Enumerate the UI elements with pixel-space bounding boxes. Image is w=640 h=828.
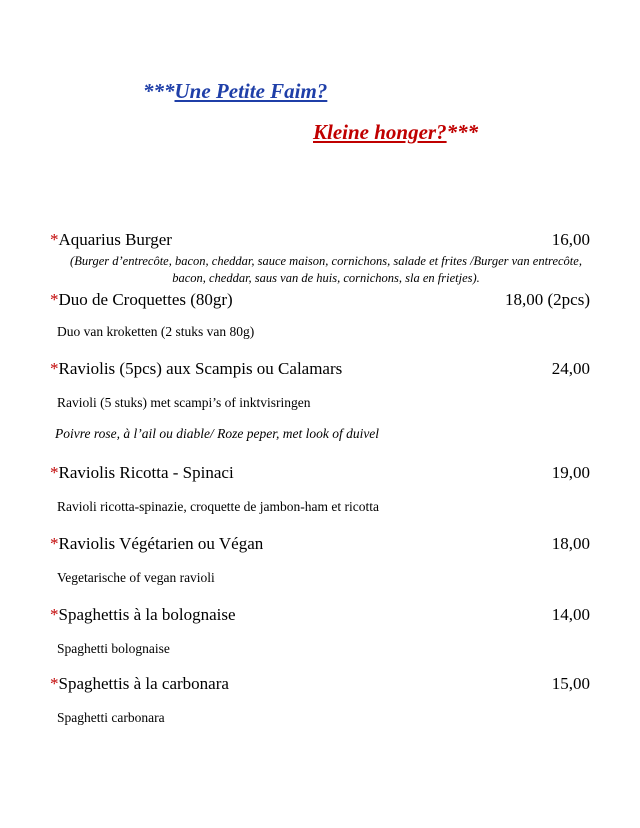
spacer (0, 381, 640, 393)
menu-item-description-line-1: (Burger d’entrecôte, bacon, cheddar, sauce maison, cornichons, salade et frites /Burger van entrecôte, (70, 254, 582, 268)
heading-french-stars: *** (143, 79, 175, 103)
menu-item-list (0, 228, 640, 727)
menu-item-name: Spaghettis à la carbonara (58, 674, 229, 693)
heading-dutch-text: Kleine honger? (313, 120, 447, 144)
menu-item-subtitle: Vegetarische of vegan ravioli (57, 570, 215, 585)
spacer (0, 516, 640, 532)
bullet-asterisk-icon: * (50, 290, 59, 309)
spacer (0, 412, 640, 424)
menu-item-price: 24,00 (551, 359, 590, 378)
spacer (0, 658, 640, 672)
menu-item-price: 19,00 (551, 463, 590, 482)
menu-item-header (0, 461, 640, 485)
spacer (0, 485, 640, 497)
menu-item-subtitle: Ravioli (5 stuks) met scampi’s of inktvisringen (57, 395, 311, 410)
menu-item (0, 228, 640, 286)
menu-item-price: 18,00 (2pcs) (505, 290, 590, 309)
heading-french-text: Une Petite Faim? (174, 79, 328, 103)
menu-item-variants: Poivre rose, à l’ail ou diable/ Roze peper, met look of duivel (55, 426, 380, 441)
menu-item-name: Spaghettis à la bolognaise (58, 605, 236, 624)
menu-item-header (0, 532, 640, 556)
menu-item (0, 532, 640, 587)
menu-item-name: Duo de Croquettes (80gr) (58, 290, 233, 309)
bullet-asterisk-icon: * (50, 230, 59, 249)
spacer (0, 443, 640, 461)
spacer (0, 341, 640, 357)
menu-item (0, 288, 640, 341)
spacer (0, 696, 640, 708)
bullet-asterisk-icon: * (50, 534, 59, 553)
heading-french (0, 76, 640, 106)
menu-item (0, 461, 640, 516)
menu-item-header (0, 357, 640, 381)
menu-item-subtitle: Ravioli ricotta-spinazie, croquette de jambon-ham et ricotta (57, 499, 380, 514)
bullet-asterisk-icon: * (50, 359, 59, 378)
menu-item-price: 14,00 (551, 605, 590, 624)
menu-item-header (0, 603, 640, 627)
menu-item-name: Raviolis (5pcs) aux Scampis ou Calamars (58, 359, 343, 378)
spacer (0, 556, 640, 568)
bullet-asterisk-icon: * (50, 674, 59, 693)
heading-dutch-stars: *** (446, 120, 479, 144)
spacer (0, 627, 640, 639)
menu-item-price: 18,00 (551, 534, 590, 553)
menu-item-subtitle: Spaghetti carbonara (57, 710, 165, 725)
spacer (0, 587, 640, 603)
menu-item-header (0, 228, 640, 252)
menu-item-header (0, 288, 640, 312)
heading-dutch (0, 117, 640, 147)
menu-item-subtitle: Duo van kroketten (2 stuks van 80g) (57, 324, 255, 339)
menu-item-price: 16,00 (551, 230, 590, 249)
menu-item-header (0, 672, 640, 696)
menu-heading-block (0, 76, 640, 147)
menu-item-name: Aquarius Burger (58, 230, 172, 249)
menu-item-description-line-2: bacon, cheddar, saus van de huis, cornichons, sla en frietjes). (172, 271, 480, 285)
menu-item-name: Raviolis Végétarien ou Végan (58, 534, 264, 553)
menu-item-name: Raviolis Ricotta - Spinaci (58, 463, 234, 482)
spacer (0, 312, 640, 322)
bullet-asterisk-icon: * (50, 463, 59, 482)
bullet-asterisk-icon: * (50, 605, 59, 624)
menu-item (0, 672, 640, 727)
menu-item-subtitle: Spaghetti bolognaise (57, 641, 170, 656)
menu-item-price: 15,00 (551, 674, 590, 693)
menu-item (0, 357, 640, 443)
menu-item (0, 603, 640, 658)
